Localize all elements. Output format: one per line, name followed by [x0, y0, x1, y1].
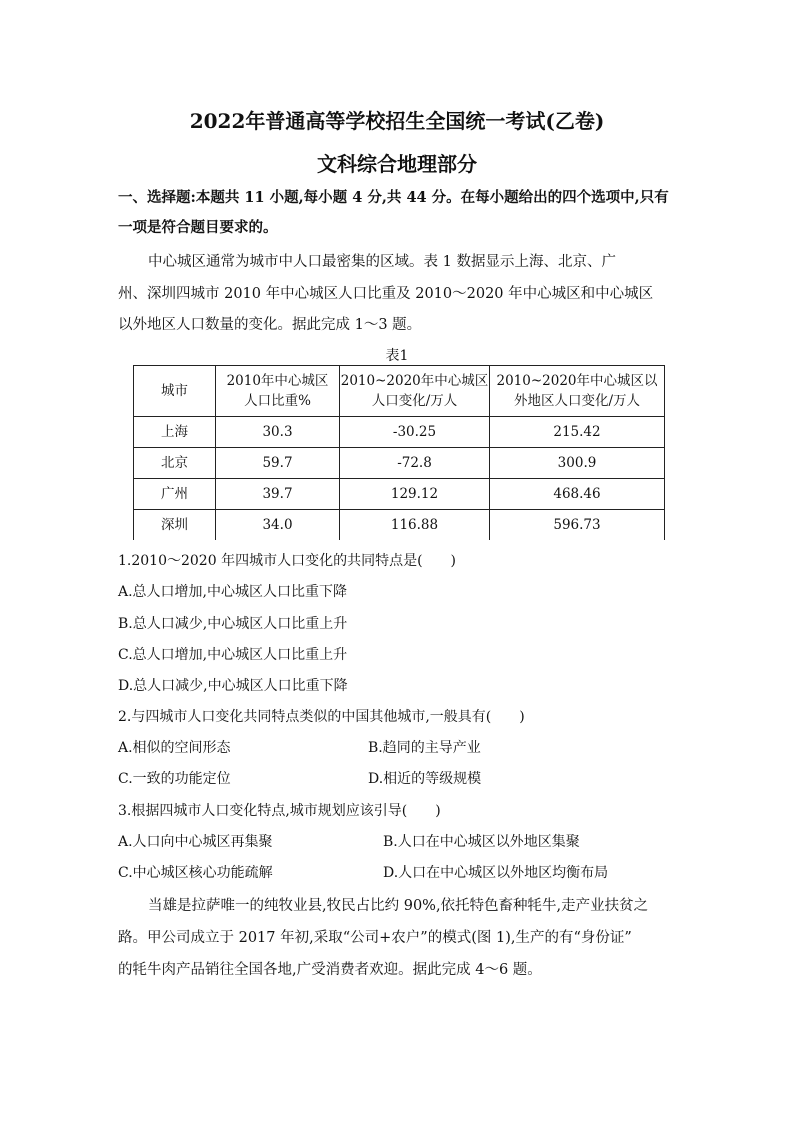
question-3-option-b: B.人口在中心城区以外地区集聚 [383, 834, 580, 850]
table-cell: 30.3 [216, 417, 340, 448]
question-1-option-a: A.总人口增加,中心城区人口比重下降 [118, 584, 348, 600]
table-header-row [134, 366, 665, 417]
section-instruction-line-1: 一、选择题:本题共 11 小题,每小题 4 分,共 44 分。在每小题给出的四个选项中,只有 [118, 189, 669, 206]
question-3-option-a: A.人口向中心城区再集聚 [118, 834, 273, 850]
question-1-stem: 1.2010～2020 年四城市人口变化的共同特点是( ) [118, 553, 456, 569]
question-1-option-b: B.总人口减少,中心城区人口比重上升 [118, 616, 348, 632]
exam-title: 2022年普通高等学校招生全国统一考试(乙卷) [189, 109, 605, 133]
question-3-option-c: C.中心城区核心功能疏解 [118, 865, 273, 881]
question-2-option-d: D.相近的等级规模 [368, 771, 482, 787]
table-cell: 468.46 [490, 479, 665, 510]
question-1-option-c: C.总人口增加,中心城区人口比重上升 [118, 647, 348, 663]
table-cell: 59.7 [216, 448, 340, 479]
table-row [134, 479, 665, 510]
header-cell-outer-change: 2010~2020年中心城区以 外地区人口变化/万人 [490, 366, 665, 417]
table-cell: 116.88 [340, 510, 490, 541]
table-cell: -72.8 [340, 448, 490, 479]
question-3-stem: 3.根据四城市人口变化特点,城市规划应该引导( ) [118, 803, 441, 819]
passage-1-line-1: 中心城区通常为城市中人口最密集的区域。表 1 数据显示上海、北京、广 [148, 254, 616, 270]
table-cell: 北京 [134, 448, 216, 479]
passage-2-line-2: 路。甲公司成立于 2017 年初,采取“公司+农户”的模式(图 1),生产的有“身份证” [118, 930, 632, 946]
table-cell: 300.9 [490, 448, 665, 479]
question-2-option-b: B.趋同的主导产业 [368, 740, 481, 756]
table-row [134, 417, 665, 448]
passage-2-line-1: 当雄是拉萨唯一的纯牧业县,牧民占比约 90%,依托特色畜种牦牛,走产业扶贫之 [148, 898, 649, 914]
table-row [134, 510, 665, 541]
population-table [133, 365, 665, 540]
exam-subtitle: 文科综合地理部分 [317, 152, 477, 176]
table-row [134, 448, 665, 479]
table-cell: 596.73 [490, 510, 665, 541]
header-cell-center-change: 2010~2020年中心城区 人口变化/万人 [340, 366, 490, 417]
passage-1-line-2: 州、深圳四城市 2010 年中心城区人口比重及 2010～2020 年中心城区和中心城区 [118, 286, 654, 302]
table-cell: 上海 [134, 417, 216, 448]
table-cell: -30.25 [340, 417, 490, 448]
table-cell: 深圳 [134, 510, 216, 541]
question-3-option-d: D.人口在中心城区以外地区均衡布局 [383, 865, 609, 881]
passage-2-line-3: 的牦牛肉产品销往全国各地,广受消费者欢迎。据此完成 4～6 题。 [118, 962, 542, 978]
table-cell: 广州 [134, 479, 216, 510]
table-cell: 129.12 [340, 479, 490, 510]
table-caption: 表1 [385, 348, 409, 364]
table-cell: 215.42 [490, 417, 665, 448]
question-2-option-c: C.一致的功能定位 [118, 771, 231, 787]
header-cell-share: 2010年中心城区 人口比重% [216, 366, 340, 417]
table-cell: 39.7 [216, 479, 340, 510]
section-instruction-line-2: 一项是符合题目要求的。 [118, 219, 278, 236]
passage-1-line-3: 以外地区人口数量的变化。据此完成 1～3 题。 [118, 317, 422, 333]
table-cell: 34.0 [216, 510, 340, 541]
question-2-option-a: A.相似的空间形态 [118, 740, 231, 756]
question-2-stem: 2.与四城市人口变化共同特点类似的中国其他城市,一般具有( ) [118, 709, 525, 725]
header-cell-city: 城市 [134, 366, 216, 417]
question-1-option-d: D.总人口减少,中心城区人口比重下降 [118, 678, 348, 694]
